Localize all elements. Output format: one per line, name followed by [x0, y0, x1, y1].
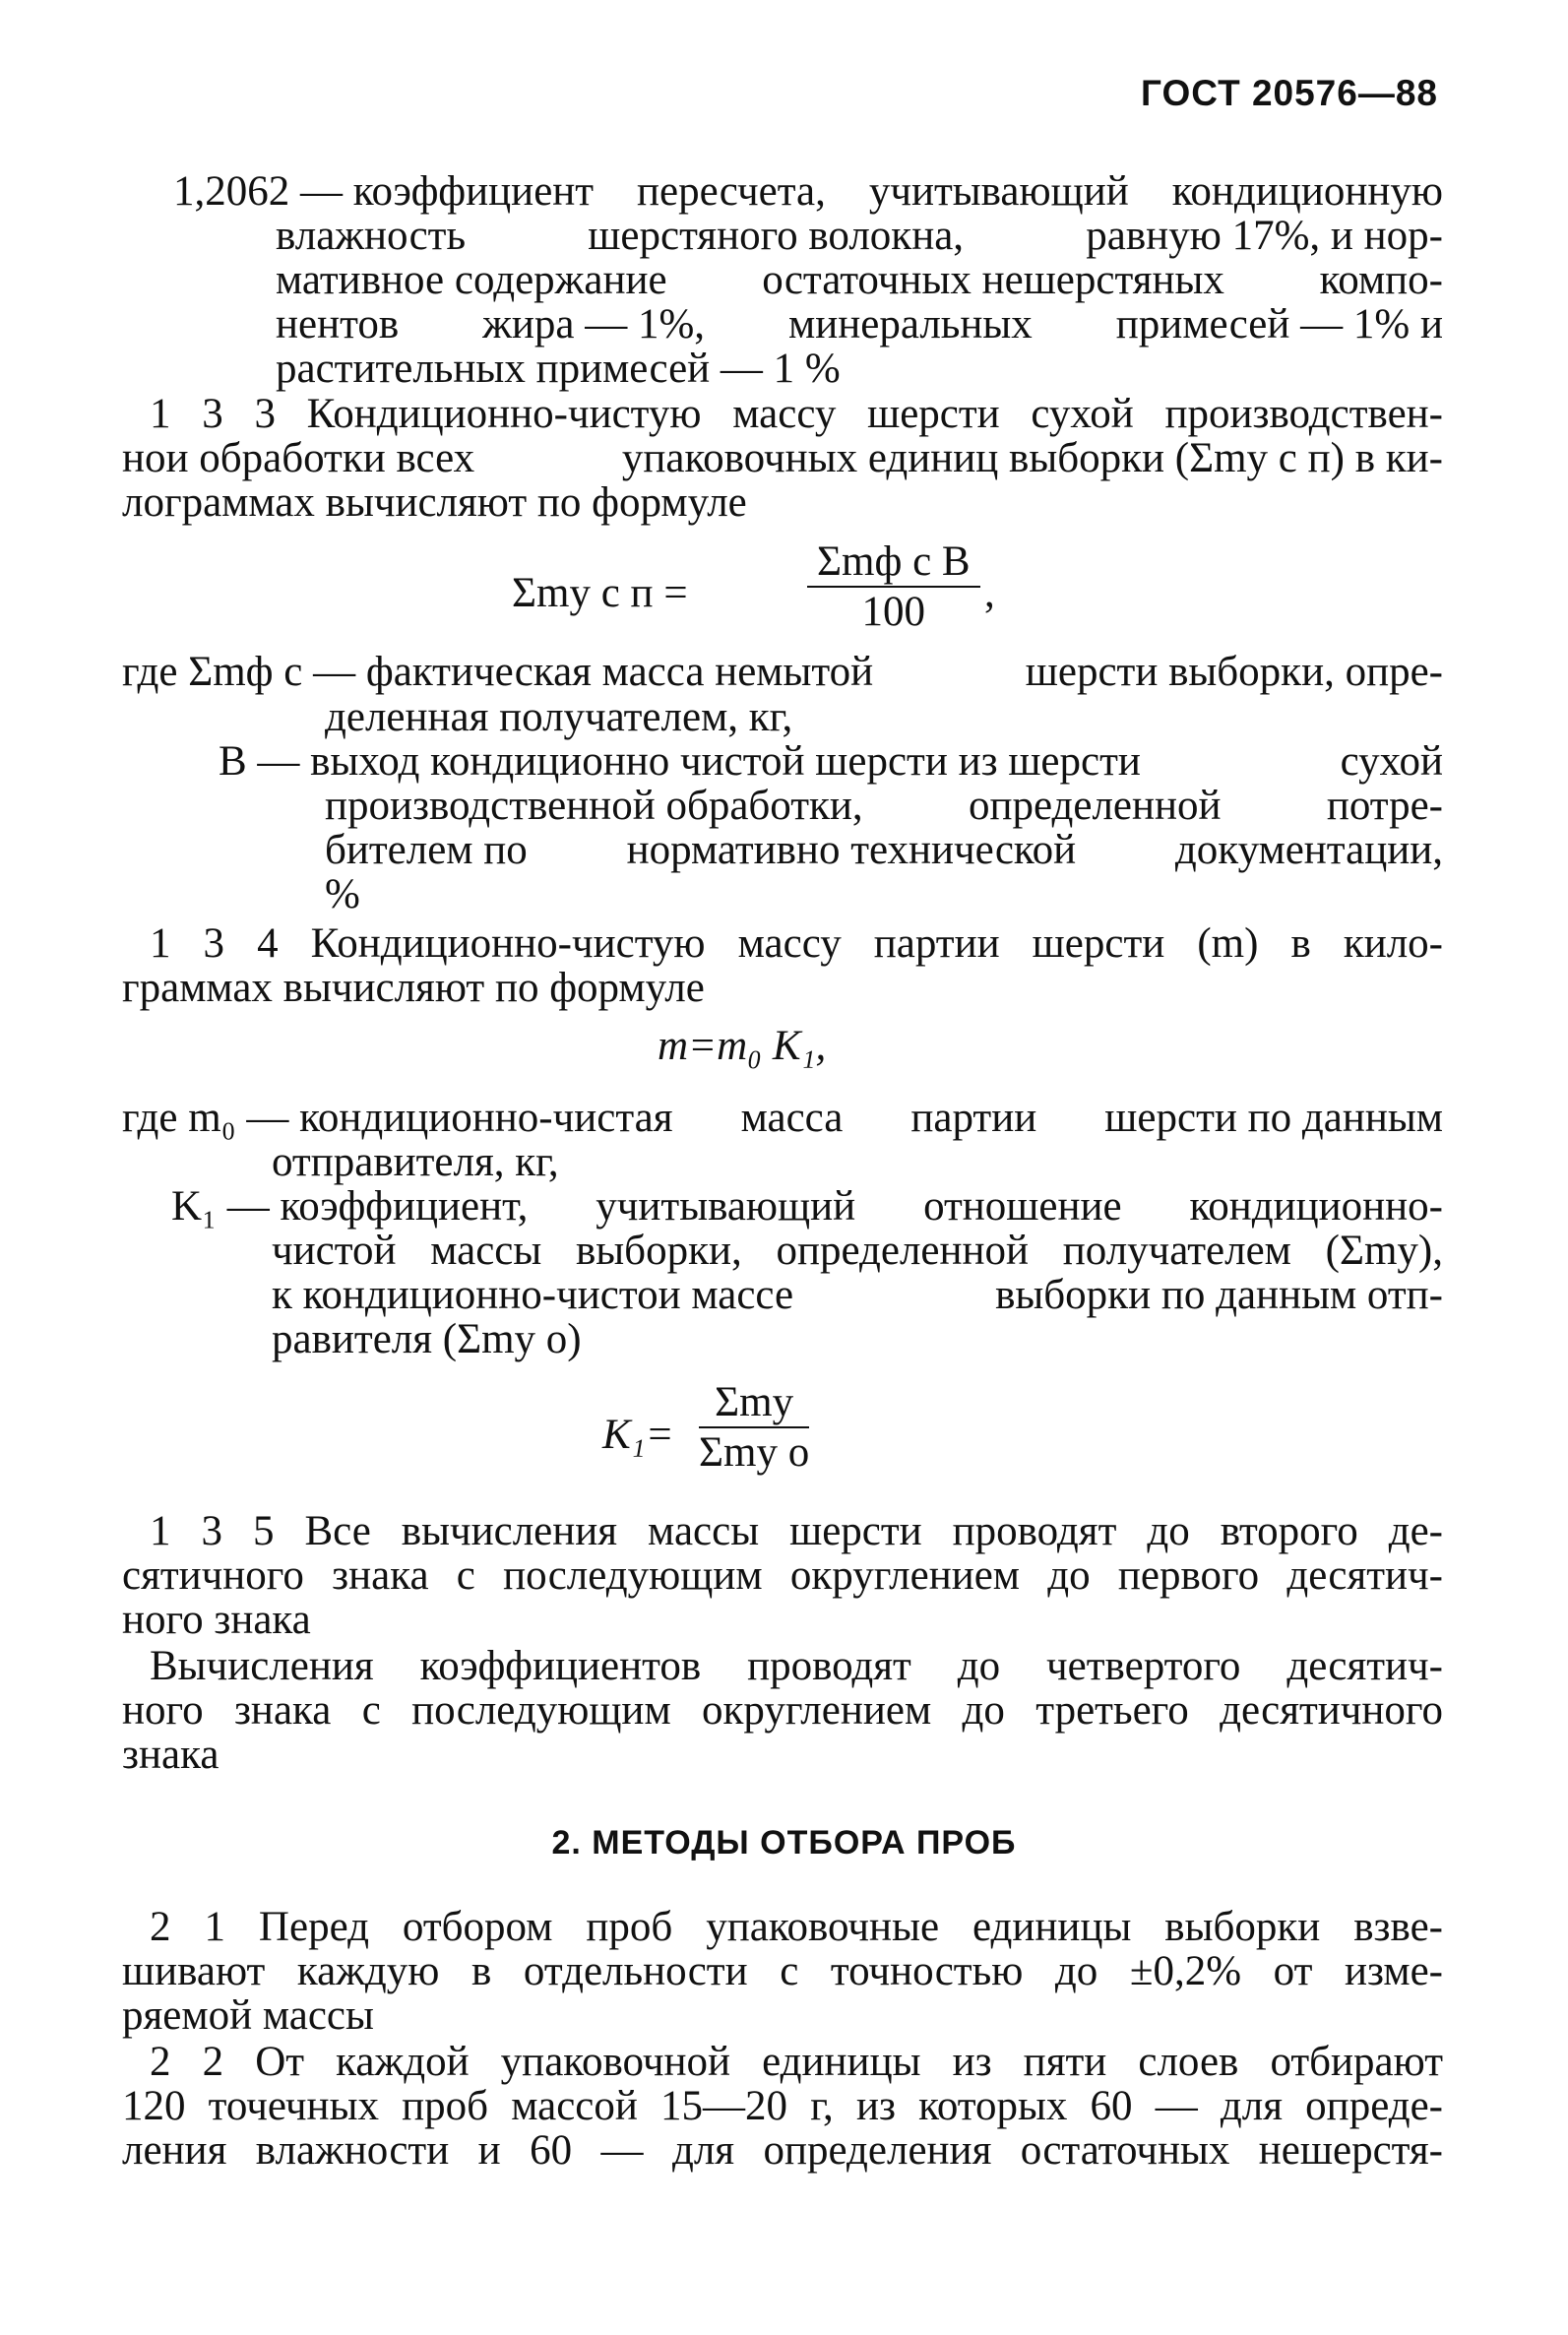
where-line: K₁ — коэффициент, учитывающий отношение кондиционно-	[171, 1183, 1443, 1230]
paragraph-line: лограммах вычисляют по формуле	[122, 479, 747, 526]
formula-numerator: Σmу	[715, 1379, 794, 1425]
where-line: деленная получателем, кг,	[325, 694, 793, 740]
coef-line: нентов жира — 1%, минеральных примесей — 1% и	[276, 301, 1443, 347]
paragraph-line: Вычисления коэффициентов проводят до четвертого десятич-	[150, 1643, 1443, 1689]
formula-fraction	[699, 1380, 809, 1475]
where-line: равителя (Σmу о)	[272, 1316, 582, 1362]
coef-line: 1,2062 — коэффициент пересчета, учитывающий кондиционную	[173, 168, 1443, 215]
where-line: B — выход кондиционно чистой шерсти из шерсти сухой	[219, 738, 1443, 785]
coef-line: влажность шерстяного волокна, равную 17%, и нор-	[276, 213, 1443, 259]
paragraph-line: шивают каждую в отдельности с точностью до ±0,2% от изме-	[122, 1948, 1443, 1994]
paragraph-line: 1 3 5 Все вычисления массы шерсти проводят до второго де-	[150, 1508, 1443, 1554]
paragraph-line: ряемой массы	[122, 1992, 374, 2039]
formula-tail: ,	[984, 570, 995, 616]
where-line: где Σmф с — фактическая масса немытой шерсти выборки, опре-	[122, 649, 1443, 695]
formula-numerator: Σmф с B	[817, 538, 971, 585]
paragraph-line: ного знака	[122, 1597, 311, 1643]
paragraph-line: знака	[122, 1732, 220, 1778]
where-line: где m₀ — кондиционно-чистая масса партии шерсти по данным	[122, 1095, 1443, 1141]
where-line: бителем по нормативно технической документации,	[325, 827, 1443, 873]
formula-lhs: K₁=	[602, 1412, 674, 1458]
coef-line: растительных примесей — 1 %	[276, 346, 841, 392]
fraction-bar	[699, 1426, 809, 1428]
where-line: чистой массы выборки, определенной получателем (Σmу),	[272, 1228, 1443, 1274]
where-line: %	[325, 871, 360, 917]
standard-code-header: ГОСТ 20576—88	[1141, 73, 1438, 113]
where-line: отправителя, кг,	[272, 1139, 559, 1185]
paragraph-line: граммах вычисляют по формуле	[122, 965, 705, 1011]
paragraph-line: 1 3 4 Кондиционно-чистую массу партии шерсти (m) в кило-	[150, 920, 1443, 967]
paragraph-line: ного знака с последующим округлением до третьего десятичного	[122, 1687, 1443, 1734]
formula-denominator: 100	[861, 589, 926, 635]
fraction-bar	[807, 586, 980, 588]
paragraph-line: сятичного знака с последующим округлением до первого десятич-	[122, 1552, 1443, 1599]
formula-mass-batch: m=m₀ K₁,	[658, 1023, 827, 1069]
where-line: к кондиционно-чистои массе выборки по данным отп-	[272, 1272, 1443, 1318]
formula-lhs: Σmу с п =	[512, 570, 688, 616]
coef-line: мативное содержание остаточных нешерстяных компо-	[276, 257, 1443, 303]
section-title: 2. МЕТОДЫ ОТБОРА ПРОБ	[551, 1824, 1017, 1862]
formula-fraction	[807, 539, 980, 634]
where-line: производственной обработки, определенной потре-	[325, 783, 1443, 829]
paragraph-line: 120 точечных проб массой 15—20 г, из которых 60 — для опреде-	[122, 2083, 1443, 2129]
paragraph-line: нои обработки всех упаковочных единиц выборки (Σmу с п) в ки-	[122, 435, 1443, 481]
paragraph-line: ления влажности и 60 — для определения остаточных нешерстя-	[122, 2127, 1443, 2174]
paragraph-line: 2 1 Перед отбором проб упаковочные единицы выборки взве-	[150, 1904, 1443, 1950]
formula-denominator: Σmу о	[699, 1429, 810, 1476]
paragraph-line: 2 2 От каждой упаковочной единицы из пяти слоев отбирают	[150, 2039, 1443, 2085]
paragraph-line: 1 3 3 Кондиционно-чистую массу шерсти сухой производствен-	[150, 391, 1443, 437]
